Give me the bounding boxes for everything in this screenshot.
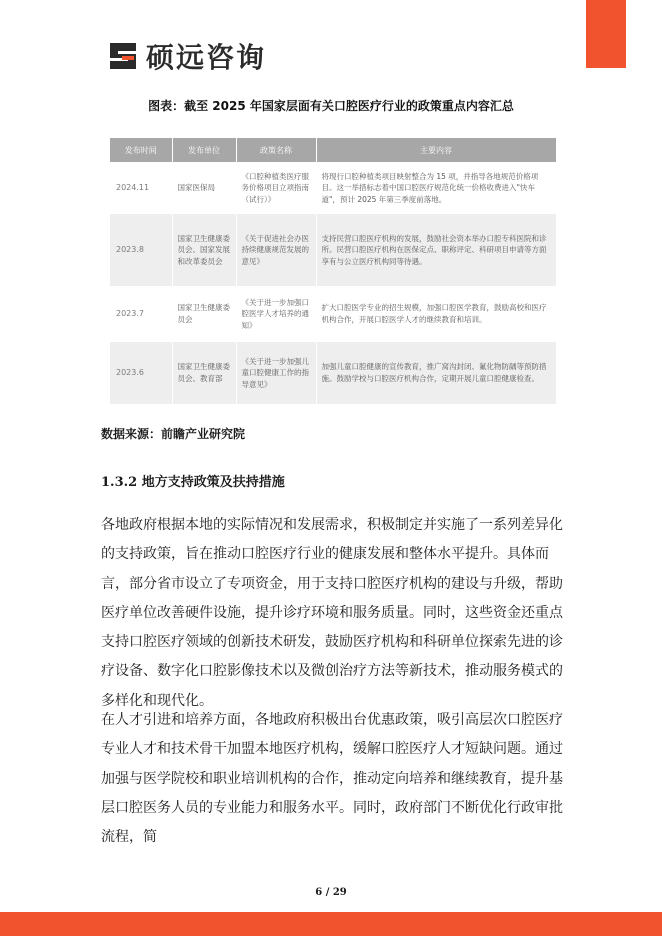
table-header-row <box>110 138 556 162</box>
cell-date: 2023.7 <box>110 286 172 342</box>
data-source: 数据来源：前瞻产业研究院 <box>101 427 246 441</box>
section-title: 1.3.2 地方支持政策及扶持措施 <box>101 475 285 490</box>
table-row <box>110 162 556 214</box>
cell-unit: 国家卫生健康委员会、国家发展和改革委员会 <box>172 214 236 286</box>
cell-content: 加强儿童口腔健康的宣传教育，推广窝沟封闭、氟化物防龋等预防措施。鼓励学校与口腔医疗机构合作，定期开展儿童口腔健康检查。 <box>316 342 556 404</box>
cell-unit: 国家卫生健康委员会、教育部 <box>172 342 236 404</box>
table-row <box>110 214 556 286</box>
page-number: 6 / 29 <box>315 887 347 898</box>
cell-unit: 国家医保局 <box>172 162 236 214</box>
cell-policy: 《口腔种植类医疗服务价格项目立项指南（试行）》 <box>236 162 316 214</box>
header-unit: 发布单位 <box>172 138 236 162</box>
top-accent-bar <box>586 0 626 68</box>
header-policy: 政策名称 <box>236 138 316 162</box>
brand-logo <box>108 36 266 76</box>
header-content: 主要内容 <box>316 138 556 162</box>
brand-name: 硕远咨询 <box>146 41 267 74</box>
cell-date: 2023.6 <box>110 342 172 404</box>
cell-date: 2023.8 <box>110 214 172 286</box>
cell-policy: 《关于进一步加强儿童口腔健康工作的指导意见》 <box>236 342 316 404</box>
brand-logo-icon <box>108 41 138 71</box>
table-row <box>110 342 556 404</box>
cell-date: 2024.11 <box>110 162 172 214</box>
cell-content: 扩大口腔医学专业的招生规模，加强口腔医学教育，鼓励高校和医疗机构合作，开展口腔医学人才的继续教育和培训。 <box>316 286 556 342</box>
header-date: 发布时间 <box>110 138 172 162</box>
body-paragraph: 各地政府根据本地的实际情况和发展需求，积极制定并实施了一系列差异化的支持政策，旨在推动口腔医疗行业的健康发展和整体水平提升。具体而言，部分省市设立了专项资金，用于支持口腔医疗机构的建设与升级，帮助医疗单位改善硬件设施，提升诊疗环境和服务质量。同时，这些资金还重点支持口腔医疗领域的创新技术研发，鼓励医疗机构和科研单位探索先进的诊疗设备、数字化口腔影像技术以及微创治疗方法等新技术，推动服务模式的多样化和现代化。 <box>101 517 563 709</box>
table-row <box>110 286 556 342</box>
body-paragraph: 在人才引进和培养方面，各地政府积极出台优惠政策，吸引高层次口腔医疗专业人才和技术骨干加盟本地医疗机构，缓解口腔医疗人才短缺问题。通过加强与医学院校和职业培训机构的合作，推动定向培养和继续教育，提升基层口腔医务人员的专业能力和服务水平。同时，政府部门不断优化行政审批流程，简 <box>101 712 563 846</box>
policy-table <box>110 138 556 404</box>
figure-title: 图表：截至 2025 年国家层面有关口腔医疗行业的政策重点内容汇总 <box>148 99 514 113</box>
cell-unit: 国家卫生健康委员会 <box>172 286 236 342</box>
bottom-accent-bar <box>0 912 662 936</box>
cell-policy: 《关于促进社会办医持续健康规范发展的意见》 <box>236 214 316 286</box>
cell-policy: 《关于进一步加强口腔医学人才培养的通知》 <box>236 286 316 342</box>
cell-content: 将现行口腔种植类项目映射整合为 15 项，并指导各地规范价格项目。这一举措标志着中国口腔医疗规范化统一价格收费进入"快车道"，预计 2025 年第三季度前落地。 <box>316 162 556 214</box>
cell-content: 支持民营口腔医疗机构的发展，鼓励社会资本举办口腔专科医院和诊所。民营口腔医疗机构在医保定点、职称评定、科研项目申请等方面享有与公立医疗机构同等待遇。 <box>316 214 556 286</box>
